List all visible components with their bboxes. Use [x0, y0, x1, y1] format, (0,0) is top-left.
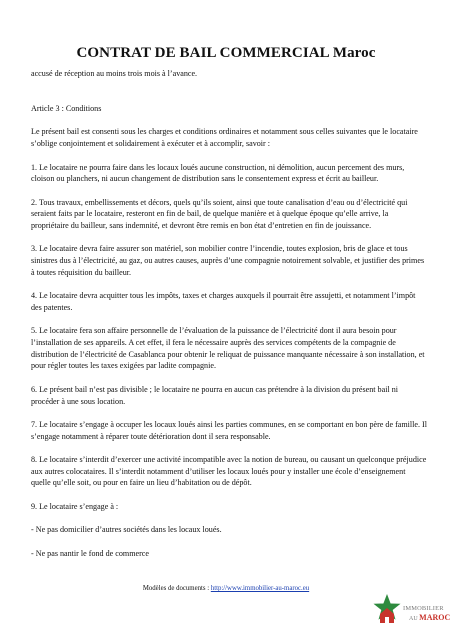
clause-5: 5. Le locataire fera son affaire personnelle de l’évaluation de la puissance de l’électricité dont il aura besoin pour l’installation de ses appareils. A cet effet, il fera le nécessaire auprès des services compétents de la compagnie de distribution de l’électricité de Casablanca pour obtenir le reliquat de puissance manquante nécessaire à son installation, et pour régler toutes les taxes exigées par ladite compagnie. [31, 326, 425, 371]
clause-7: 7. Le locataire s’engage à occuper les locaux loués ainsi les parties communes, en se comportant en bon père de famille. Il s’engage notamment à réparer toute détérioration dont il sera responsable. [31, 419, 427, 441]
logo-star-house-icon [372, 592, 406, 630]
logo-text-line1: IMMOBILIER [403, 605, 444, 612]
paragraph-conditions: Le présent bail est consenti sous les charges et conditions ordinaires et notamment sous celles suivantes que le locataire s’oblige conjointement et solidairement à exécuter et à accomplir, savoir : [31, 127, 418, 149]
list-item-2: - Ne pas nantir le fond de commerce [31, 548, 149, 558]
clause-9: 9. Le locataire s’engage à : [31, 501, 119, 511]
logo-text-line2 [409, 613, 450, 622]
clause-1: 1. Le locataire ne pourra faire dans les locaux loués aucune construction, ni démolition, aucun percement des murs, cloison ou planchers, ni aucun changement de distribution sans le consentement express et écrit au bailleur. [31, 162, 405, 184]
page-footer [0, 585, 452, 592]
clause-2: 2. Tous travaux, embellissements et décors, quels qu’ils soient, ainsi que toute canalisation d’eau ou d’électricité qui seraient faits par le locataire, resteront en fin de bail, de quelque manière et à quelque époque qu’elle arrive, la propriétaire du bailleur, sans indemnité, et devront être remis en bon état d’entretien en fin de jouissance. [31, 197, 408, 231]
logo-text-prefix: AU [409, 616, 420, 622]
clause-8: 8. Le locataire s’interdit d’exercer une activité incompatible avec la notion de bureau, ou causant un quelconque préjudice aux autres colocataires. Il s’interdit notamment d’utiliser les locaux loués pour y installer une école d’enseignement quelle qu’elle soit, ou pour en faire un lieu d’habitation ou de dépôt. [31, 455, 427, 488]
clause-6: 6. Le présent bail n’est pas divisible ; le locataire ne pourra en aucun cas prétendre à la division du présent bail ni procéder à une sous location. [31, 384, 399, 406]
house-door [385, 617, 389, 623]
brand-logo [372, 592, 451, 630]
list-item-1: - Ne pas domicilier d’autres sociétés dans les locaux loués. [31, 525, 222, 535]
footer-link[interactable]: http://www.immobilier-au-maroc.eu [210, 585, 310, 592]
spacer [31, 91, 427, 103]
logo-text-brand: MAROC [419, 613, 451, 622]
article-heading: Article 3 : Conditions [31, 104, 102, 114]
paragraph-intro: accusé de réception au moins trois mois à l’avance. [31, 69, 198, 78]
document-body [31, 68, 427, 571]
footer-label: Modèles de documents : [142, 585, 211, 592]
clause-4: 4. Le locataire devra acquitter tous les impôts, taxes et charges auxquels il pourrait être assujetti, et notamment l’impôt des patentes. [31, 291, 416, 312]
clause-3: 3. Le locataire devra faire assurer son matériel, son mobilier contre l’incendie, toutes explosion, bris de glace et tous sinistres dus à l’électricité, au gaz, ou autres causes, auprès d’une compagnie notoirement solvable, et justifier des primes à toutes réquisition du bailleur. [31, 244, 425, 277]
document-title: CONTRAT DE BAIL COMMERCIAL Maroc [76, 45, 376, 61]
